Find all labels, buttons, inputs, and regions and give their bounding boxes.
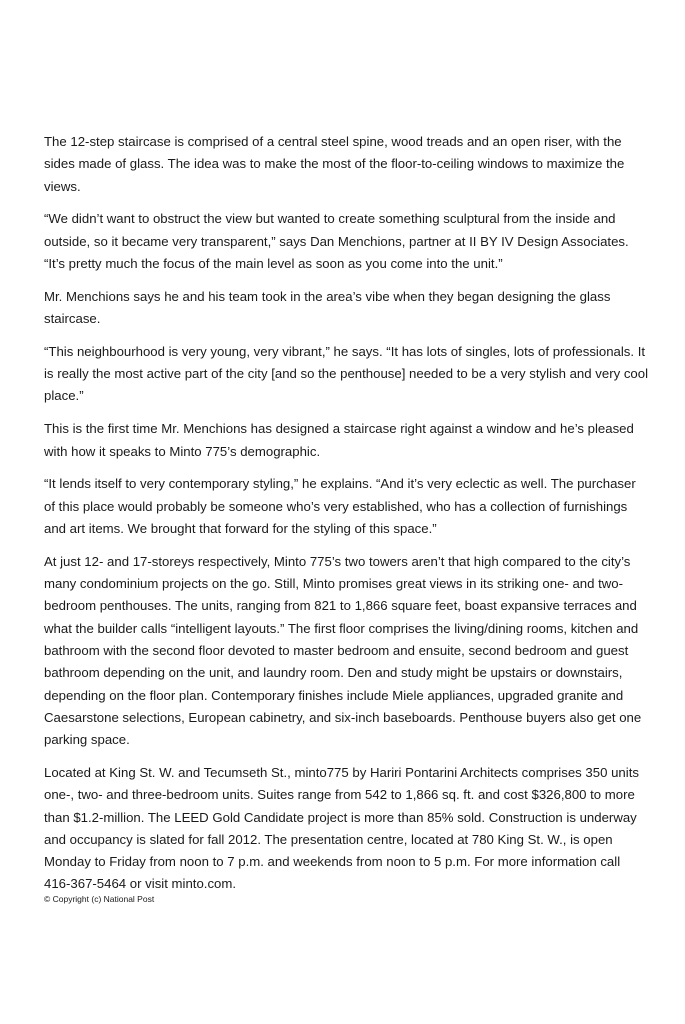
paragraph-towers-penthouses: At just 12- and 17-storeys respectively, Minto 775’s two towers aren’t that high compared to the city’s many condominium projects on the go. Still, Minto promises great views in its striking one- and two-bedroom penthouses. The units, ranging from 821 to 1,866 square feet, boast expansive terraces and what the builder calls “intelligent layouts.” The first floor comprises the living/dining rooms, kitchen and bathroom with the second floor devoted to master bedroom and ensuite, second bedroom and guest bathroom depending on the unit, and laundry room. Den and study might be upstairs or downstairs, depending on the floor plan. Contemporary finishes include Miele appliances, upgraded granite and Caesarstone selections, European cabinetry, and six-inch baseboards. Penthouse buyers also get one parking space.	[44, 553, 642, 748]
paragraph-menchions-quote-view: “We didn’t want to obstruct the view but wanted to create something sculptural from the inside and outside, so it became very transparent,” says Dan Menchions, partner at II BY IV Design Associates. “It’s pretty much the focus of the main level as soon as you come into the unit.”	[44, 211, 629, 271]
paragraph-first-time-window: This is the first time Mr. Menchions has designed a staircase right against a window and he’s pleased with how it speaks to Minto 775’s demographic.	[44, 421, 634, 459]
paragraph-neighbourhood-quote: “This neighbourhood is very young, very vibrant,” he says. “It has lots of singles, lots of professionals. It is really the most active part of the city [and so the penthouse] needed to be a very stylish and very cool place.”	[44, 343, 649, 404]
paragraph-staircase-description: The 12-step staircase is comprised of a central steel spine, wood treads and an open riser, with the sides made of glass. The idea was to make the most of the floor-to-ceiling windows to maximize the views.	[44, 134, 625, 194]
article-body	[44, 131, 650, 906]
paragraph-location-details: Located at King St. W. and Tecumseth St., minto775 by Hariri Pontarini Architects comprises 350 units one-, two- and three-bedroom units. Suites range from 542 to 1,866 sq. ft. and cost $326,800 to more than $1.2-million. The LEED Gold Candidate project is more than 85% sold. Construction is underway and occupancy is slated for fall 2012. The presentation centre, located at 780 King St. W., is open Monday to Friday from noon to 7 p.m. and weekends from noon to 5 p.m. For more information call 416-367-5464 or visit minto.com.	[44, 764, 639, 892]
copyright-notice: © Copyright (c) National Post	[44, 894, 155, 904]
paragraph-area-vibe: Mr. Menchions says he and his team took in the area’s vibe when they began designing the glass staircase.	[44, 288, 611, 327]
paragraph-contemporary-styling-quote: “It lends itself to very contemporary styling,” he explains. “And it’s very eclectic as well. The purchaser of this place would probably be someone who’s very established, who has a collection of furnishings and art items. We brought that forward for the styling of this space.”	[44, 476, 636, 536]
